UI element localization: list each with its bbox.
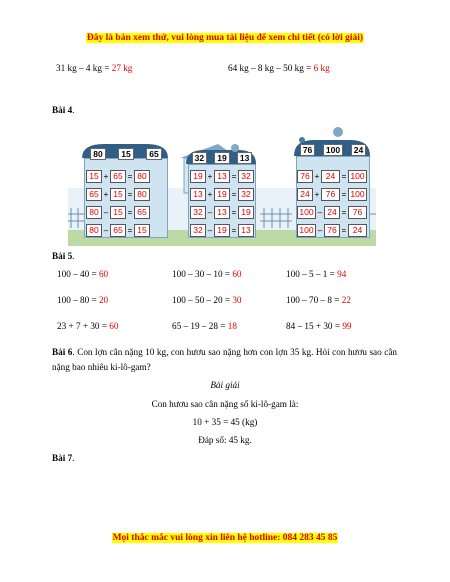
house-3-row-3: 100 – 24 = 76 [297,206,367,219]
house-3-row-1: 76 + 24 = 100 [297,170,367,183]
house-1-row-3: 80 – 15 = 65 [86,206,150,219]
house-1-row-4: 80 – 65 = 15 [86,224,150,237]
prev-exercise-right: 64 kg – 8 kg – 50 kg = 6 kg [228,63,330,73]
bai5-r1-c1: 100 – 40 = 60 [57,269,109,279]
bai6-solution-line1: Con hươu sao cân nặng số ki-lô-gam là: [151,399,299,409]
bai5-r3-c3: 84 – 15 + 30 = 99 [286,321,352,331]
house-1-row-2: 65 + 15 = 80 [86,188,150,201]
house-1-row-1: 15 + 65 = 80 [86,170,150,183]
bai7-title: Bài 7. [52,453,75,463]
bai6-solution-line2: 10 + 35 = 45 (kg) [192,417,258,427]
bai4-title: Bài 4. [52,105,75,115]
houses-illustration [68,118,376,246]
bai5-r2-c3: 100 – 70 – 8 = 22 [286,295,351,305]
bai5-r2-c1: 100 – 80 = 20 [57,295,109,305]
house-2-roof-numbers: 32 19 13 [188,152,256,164]
prev-exercise-left: 31 kg – 4 kg = 27 kg [56,63,133,73]
bai6-solution-line3: Đáp số: 45 kg. [198,435,252,445]
house-3-row-2: 24 + 76 = 100 [297,188,367,201]
hotline-footer: Mọi thắc mắc vui lòng xin liên hệ hotline: 084 283 45 85 [112,533,338,543]
bai6-solution-heading: Bài giải [210,380,240,390]
house-2-row-1: 19 + 13 = 32 [190,170,254,183]
house-2-row-4: 32 – 19 = 13 [190,224,254,237]
house-2-row-3: 32 – 13 = 19 [190,206,254,219]
house-3-row-4: 100 – 76 = 24 [297,224,367,237]
preview-notice: Đây là bản xem thử, vui lòng mua tài liệu để xem chi tiết (có lời giải) [86,33,364,43]
house-1-roof-numbers: 80 15 65 [84,148,168,160]
house-3-roof-numbers: 76 100 24 [296,144,370,156]
house-2-row-2: 13 + 19 = 32 [190,188,254,201]
bai5-r2-c2: 100 – 50 – 20 = 30 [172,295,242,305]
bai5-title: Bài 5. [52,251,75,261]
bai6-problem: Bài 6. Con lợn cân nặng 10 kg, con hươu sao nặng hơn con lợn 35 kg. Hỏi con hươu sao cân nặng bao nhiêu ki-lô-gam? [52,347,397,372]
bai5-r1-c3: 100 – 5 – 1 = 94 [286,269,347,279]
bai5-r3-c2: 65 – 19 – 28 = 18 [172,321,237,331]
bai5-r3-c1: 23 + 7 + 30 = 60 [57,321,119,331]
bai5-r1-c2: 100 – 30 – 10 = 60 [172,269,242,279]
